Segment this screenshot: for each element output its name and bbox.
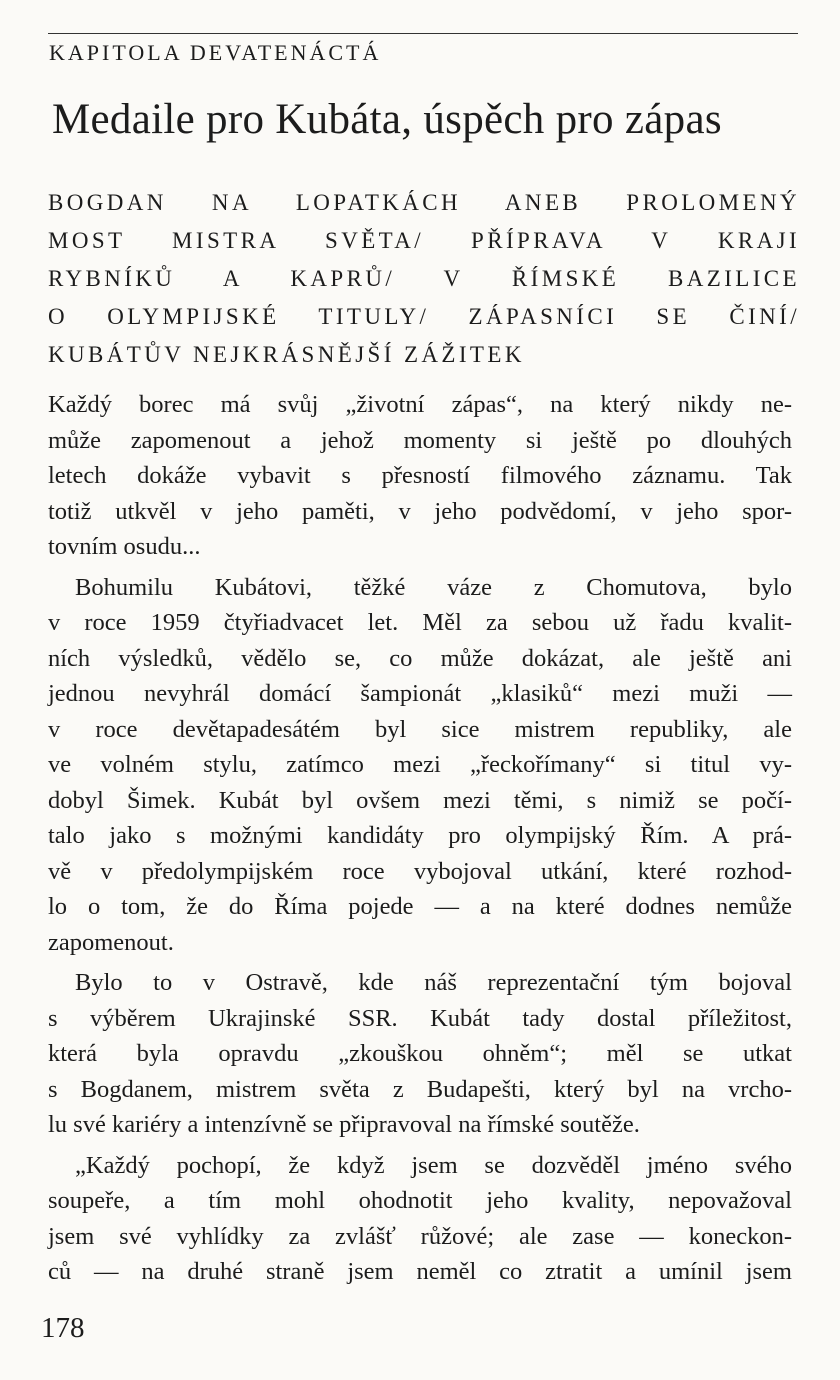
summary-line: KUBÁTŮV NEJKRÁSNĚJŠÍ ZÁŽITEK [48, 342, 525, 367]
summary-line: MOST MISTRA SVĚTA/ PŘÍPRAVA V KRAJI [48, 228, 800, 253]
text-line: v roce 1959 čtyřiadvacet let. Měl za sebou už řadu kvalit- [48, 609, 792, 636]
text-line: která byla opravdu „zkouškou ohněm“; měl se utkat [48, 1040, 792, 1067]
chapter-summary [48, 184, 800, 374]
summary-line: O OLYMPIJSKÉ TITULY/ ZÁPASNÍCI SE ČINÍ/ [48, 304, 800, 329]
text-line: zapomenout. [48, 928, 174, 956]
chapter-title: Medaile pro Kubáta, úspěch pro zápas [52, 96, 722, 143]
text-line: ních výsledků, vědělo se, co může dokázat, ale ještě ani [48, 644, 792, 672]
page-number: 178 [41, 1312, 85, 1344]
text-line: ve volném stylu, zatímco mezi „řeckořímany“ si titul vy- [48, 751, 792, 778]
text-line: jsem své vyhlídky za zvlášť růžové; ale zase — koneckon- [48, 1222, 792, 1250]
text-line: Bohumilu Kubátovi, těžké váze z Chomutova, bylo [75, 573, 792, 601]
paragraph [48, 570, 792, 961]
text-line: jednou nevyhrál domácí šampionát „klasiků“ mezi muži — [48, 680, 792, 707]
text-line: lu své kariéry a intenzívně se připravoval na římské soutěže. [48, 1111, 640, 1138]
text-line: soupeře, a tím mohl ohodnotit jeho kvality, nepovažoval [48, 1187, 792, 1214]
text-line: lo o tom, že do Říma pojede — a na které dodnes nemůže [48, 893, 792, 920]
paragraph [48, 1148, 792, 1290]
text-line: talo jako s možnými kandidáty pro olympijský Řím. A prá- [48, 822, 792, 849]
text-line: s výběrem Ukrajinské SSR. Kubát tady dostal příležitost, [48, 1004, 792, 1032]
text-line: Každý borec má svůj „životní zápas“, na který nikdy ne- [48, 391, 792, 418]
text-line: „Každý pochopí, že když jsem se dozvěděl jméno svého [75, 1151, 792, 1179]
summary-line: RYBNÍKŮ A KAPRŮ/ V ŘÍMSKÉ BAZILICE [48, 266, 800, 291]
text-line: může zapomenout a jehož momenty si ještě po dlouhých [48, 426, 792, 454]
text-line: letech dokáže vybavit s přesností filmového záznamu. Tak [48, 462, 792, 489]
text-line: tovním osudu... [48, 533, 201, 560]
text-line: v roce devětapadesátém byl sice mistrem republiky, ale [48, 715, 792, 743]
text-line: Bylo to v Ostravě, kde náš reprezentační tým bojoval [75, 969, 792, 996]
paragraph [48, 965, 792, 1143]
text-line: s Bogdanem, mistrem světa z Budapešti, který byl na vrcho- [48, 1075, 792, 1103]
text-line: vě v předolympijském roce vybojoval utkání, které rozhod- [48, 857, 792, 885]
summary-line: BOGDAN NA LOPATKÁCH ANEB PROLOMENÝ [48, 190, 800, 215]
text-line: totiž utkvěl v jeho paměti, v jeho podvědomí, v jeho spor- [48, 497, 792, 525]
paragraph [48, 387, 792, 565]
text-line: ců — na druhé straně jsem neměl co ztratit a umínil jsem [48, 1258, 792, 1285]
body-text [48, 387, 792, 1290]
text-line: dobyl Šimek. Kubát byl ovšem mezi těmi, s nimiž se počí- [48, 786, 792, 814]
header-rule [48, 33, 798, 34]
chapter-label: KAPITOLA DEVATENÁCTÁ [49, 40, 382, 65]
